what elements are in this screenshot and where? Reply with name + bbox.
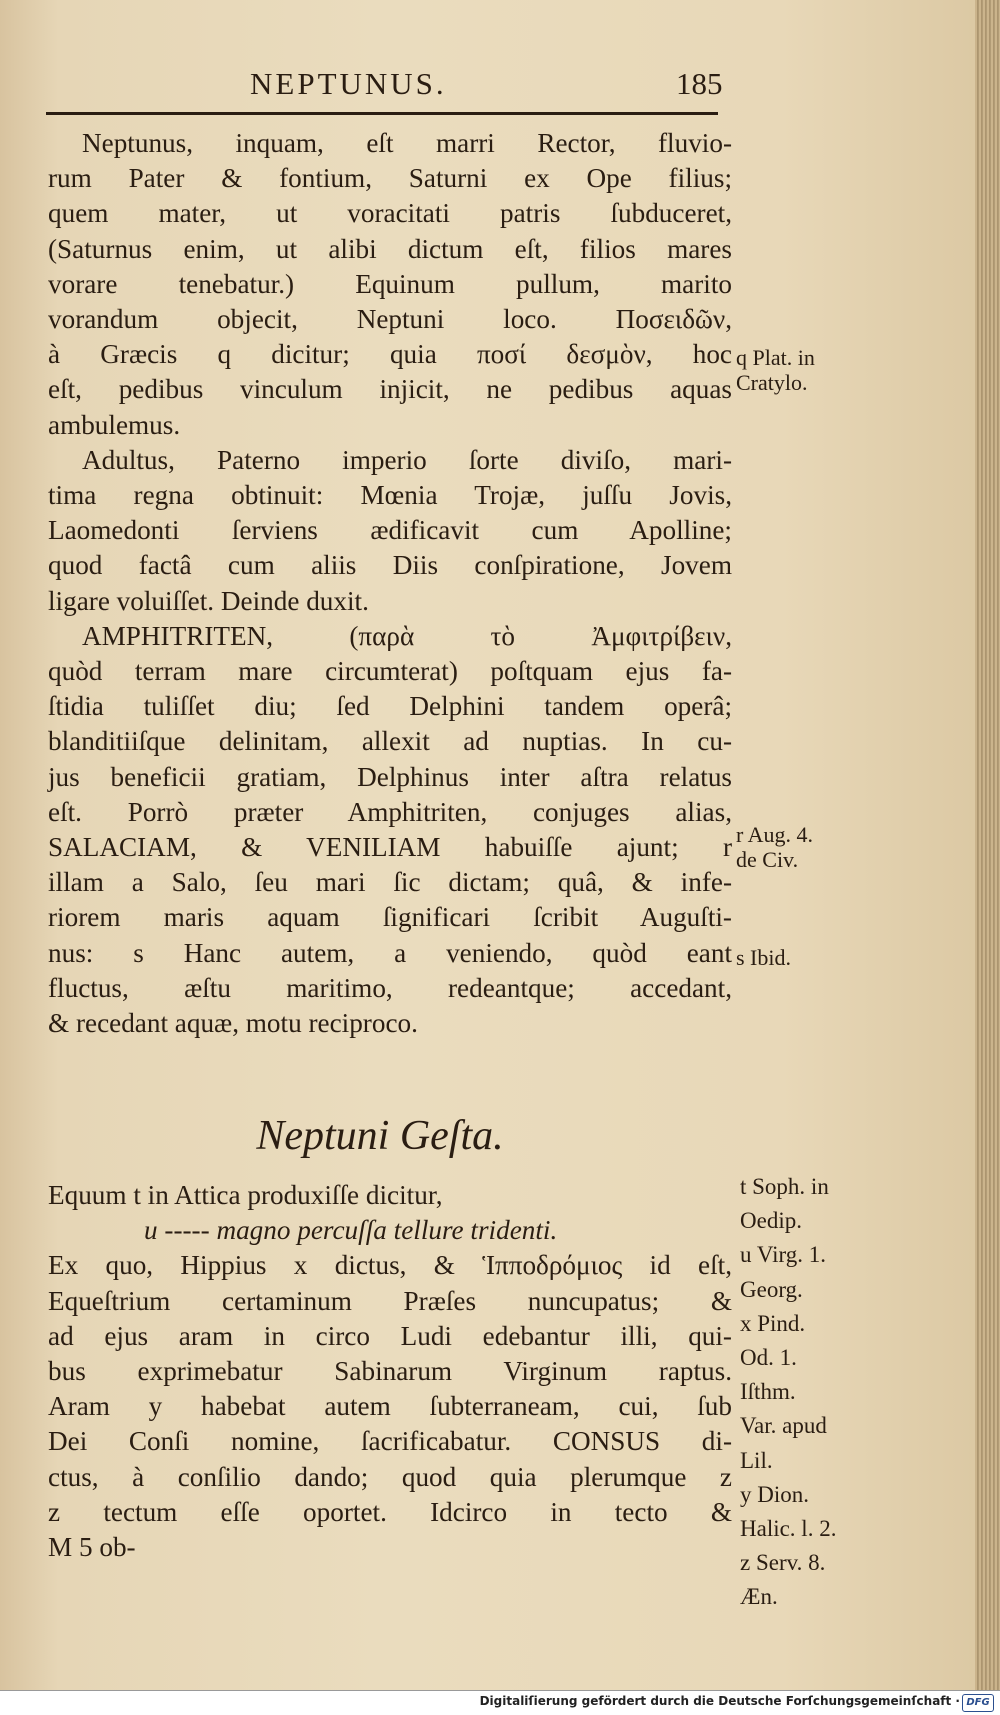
text-line: AMPHITRITEN, (παρὰ τὸ Ἀμφιτρίβειν, [82,620,732,651]
text-line: ligare voluiſſet. Deinde duxit. [48,585,369,616]
text-line: & recedant aquæ, motu reciproco. [48,1008,418,1039]
text-line: ctus, à conſilio dando; quod quia plerumque z [48,1461,732,1492]
margin-note-line: de Civ. [736,847,799,872]
text-line: bus exprimebatur Sabinarum Virginum raptus. [48,1356,732,1387]
margin-note-line: Halic. l. 2. [740,1516,837,1542]
margin-note-line: Æn. [740,1584,778,1610]
margin-note-line: Iſthm. [740,1379,796,1405]
margin-note-q [736,345,886,395]
text-line: quòd terram mare circumterat) poſtquam ejus fa- [48,656,732,687]
section-text-column [48,1178,732,1565]
text-line: ſtidia tuliſſet diu; ſed Delphini tandem operâ; [48,691,732,722]
text-line: Equeſtrium certaminum Præſes nuncupatus; & [48,1285,732,1316]
text-line: ambulemus. [48,409,181,440]
margin-note-line: t Soph. in [740,1174,829,1199]
text-line: ad ejus aram in circo Ludi edebantur illi, qui- [48,1320,732,1351]
margin-note-line: y Dion. [740,1481,809,1507]
text-line: blanditiiſque delinitam, allexit ad nuptias. In cu- [48,726,732,757]
text-line: quod factâ cum aliis Diis conſpiratione, Jovem [48,550,732,581]
margin-note-line: Lil. [740,1447,773,1473]
text-line: eſt, pedibus vinculum injicit, ne pedibus aquas [48,374,732,405]
main-text-column [48,126,732,1041]
text-line: fluctus, æſtu maritimo, redeantque; accedant, [48,972,732,1003]
text-line: Aram y habebat autem ſubterraneam, cui, ſub [48,1391,732,1422]
text-line: à Græcis q dicitur; quia ποσί δεσμὸν, hoc [48,339,732,370]
text-line: Adultus, Paterno imperio ſorte diviſo, mari- [82,444,732,475]
text-line: quem mater, ut voracitati patris ſubduceret, [48,198,732,229]
margin-note-line: s Ibid. [736,945,791,970]
margin-note-line: u Virg. 1. [740,1242,826,1268]
margin-notes-lower [740,1170,890,1615]
margin-note-line: q Plat. in [736,345,815,370]
text-line: Neptunus, inquam, eſt marri Rector, fluvio- [82,128,732,158]
text-line: riorem maris aquam ſignificari ſcribit Auguſti- [48,902,732,933]
text-line: Laomedonti ſerviens ædificavit cum Apolline; [48,515,732,546]
text-line: rum Pater & fontium, Saturni ex Ope filius; [48,163,732,194]
footer-strip [0,1690,1000,1715]
text-line: Dei Conſi nomine, ſacrificabatur. CONSUS di- [48,1426,732,1457]
margin-note-line: Cratylo. [736,370,808,395]
text-line: SALACIAM, & VENILIAM habuiſſe ajunt; r [48,832,732,863]
running-head: NEPTUNUS. [250,66,447,101]
footer-credit: Digitaliſierung gefördert durch die Deutsche Forſchungsgemeinſchaft · [479,1694,960,1708]
header-rule [46,112,718,115]
text-line: jus beneficii gratiam, Delphinus inter aſtra relatus [48,761,732,792]
text-line: u ----- magno percuſſa tellure tridenti. [144,1215,558,1246]
dfg-logo: DFG [962,1694,994,1712]
margin-note-line: Od. 1. [740,1345,797,1371]
section-title: Neptuni Geſta. [256,1113,504,1159]
margin-note-r [736,822,886,872]
text-line: eſt. Porrò præter Amphitriten, conjuges alias, [48,796,732,827]
margin-note-line: Oedip. [740,1208,802,1234]
text-line: tima regna obtinuit: Mœnia Trojæ, juſſu Jovis, [48,480,732,511]
text-line: (Saturnus enim, ut alibi dictum eſt, filios mares [48,233,732,264]
text-line: z tectum eſſe oportet. Idcirco in tecto & [48,1496,732,1527]
text-line: vorare tenebatur.) Equinum pullum, marito [48,268,732,299]
text-line: vorandum objecit, Neptuni loco. Ποσειδῶν, [48,304,732,335]
margin-note-line: Var. apud [740,1413,827,1439]
page-number: 185 [676,66,723,101]
text-line: M 5 ob- [48,1532,136,1563]
margin-note-line: Georg. [740,1276,803,1302]
margin-note-line: z Serv. 8. [740,1550,826,1576]
margin-note-line: r Aug. 4. [736,822,813,847]
text-line: Ex quo, Hippius x dictus, & Ἱπποδρόμιος id eſt, [48,1250,732,1281]
margin-note-line: x Pind. [740,1310,806,1336]
text-line: Equum t in Attica produxiſſe dicitur, [48,1180,443,1210]
text-line: nus: s Hanc autem, a veniendo, quòd eant [48,937,732,968]
margin-note-s [736,945,886,970]
text-line: illam a Salo, ſeu mari ſic dictam; quâ, & infe- [48,867,732,898]
page-edges [975,0,1000,1690]
